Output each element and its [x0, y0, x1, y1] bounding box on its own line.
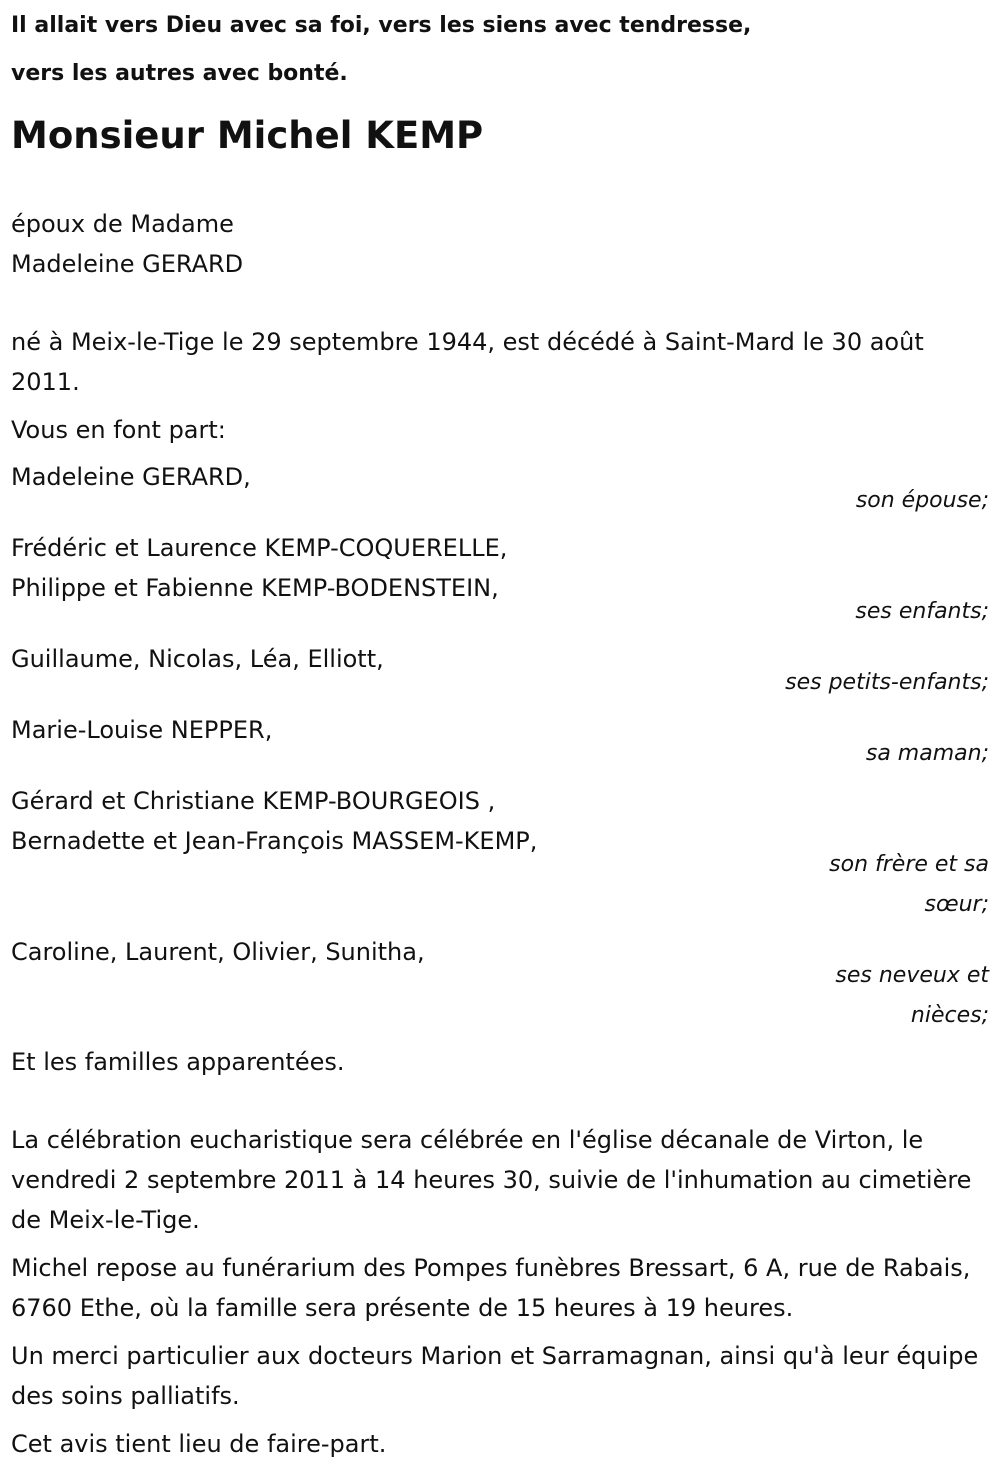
funerarium-info: Michel repose au funérarium des Pompes funèbres Bressart, 6 A, rue de Rabais, 6760 Ethe, où la famille sera présente de 15 heures à 19 heures.	[11, 1254, 971, 1322]
family-entry	[11, 932, 989, 1036]
related-families: Et les familles apparentées.	[11, 1048, 345, 1076]
motto	[11, 2, 989, 98]
spouse-line-2: Madeleine GERARD	[11, 250, 244, 278]
relation-line: ses petits-enfants;	[785, 670, 989, 695]
family-name-line: Caroline, Laurent, Olivier, Sunitha,	[11, 938, 425, 966]
relation-line: son frère et sa	[829, 852, 989, 877]
notice-statement: Cet avis tient lieu de faire-part.	[11, 1430, 387, 1458]
spouse-info	[11, 204, 989, 284]
family-entry	[11, 457, 989, 521]
thanks-message: Un merci particulier aux docteurs Marion et Sarramagnan, ainsi qu'à leur équipe des soins palliatifs.	[11, 1342, 979, 1410]
relation-line: ses enfants;	[855, 599, 989, 624]
family-name-line: Frédéric et Laurence KEMP-COQUERELLE,	[11, 534, 508, 562]
relation-line: son épouse;	[855, 488, 989, 513]
family-entry	[11, 781, 989, 925]
relation-line: sa maman;	[865, 741, 989, 766]
announcement: Vous en font part:	[11, 416, 226, 444]
family-name-line: Philippe et Fabienne KEMP-BODENSTEIN,	[11, 574, 499, 602]
deceased-name: Monsieur Michel KEMP	[11, 114, 484, 157]
family-name-line: Marie-Louise NEPPER,	[11, 716, 273, 744]
family-name-line: Gérard et Christiane KEMP-BOURGEOIS ,	[11, 787, 496, 815]
spouse-line-1: époux de Madame	[11, 210, 234, 238]
family-name-line: Bernadette et Jean-François MASSEM-KEMP,	[11, 827, 538, 855]
family-entry	[11, 710, 989, 774]
birth-death-info: né à Meix-le-Tige le 29 septembre 1944, est décédé à Saint-Mard le 30 août 2011.	[11, 328, 924, 396]
obituary-notice	[11, 0, 989, 1464]
family-entry	[11, 528, 989, 632]
family-list	[11, 457, 989, 1036]
family-name-line: Guillaume, Nicolas, Léa, Elliott,	[11, 645, 384, 673]
ceremony-info: La célébration eucharistique sera célébrée en l'église décanale de Virton, le vendredi 2 septembre 2011 à 14 heures 30, suivie de l'inhumation au cimetière de Meix-le-Tige.	[11, 1126, 972, 1234]
motto-line-1: Il allait vers Dieu avec sa foi, vers les siens avec tendresse,	[11, 13, 752, 38]
family-name-line: Madeleine GERARD,	[11, 463, 251, 491]
relation-line: ses neveux et	[835, 963, 989, 988]
family-entry	[11, 639, 989, 703]
relation-line: nièces;	[910, 1003, 989, 1028]
motto-line-2: vers les autres avec bonté.	[11, 61, 348, 86]
relation-line: sœur;	[924, 892, 989, 917]
